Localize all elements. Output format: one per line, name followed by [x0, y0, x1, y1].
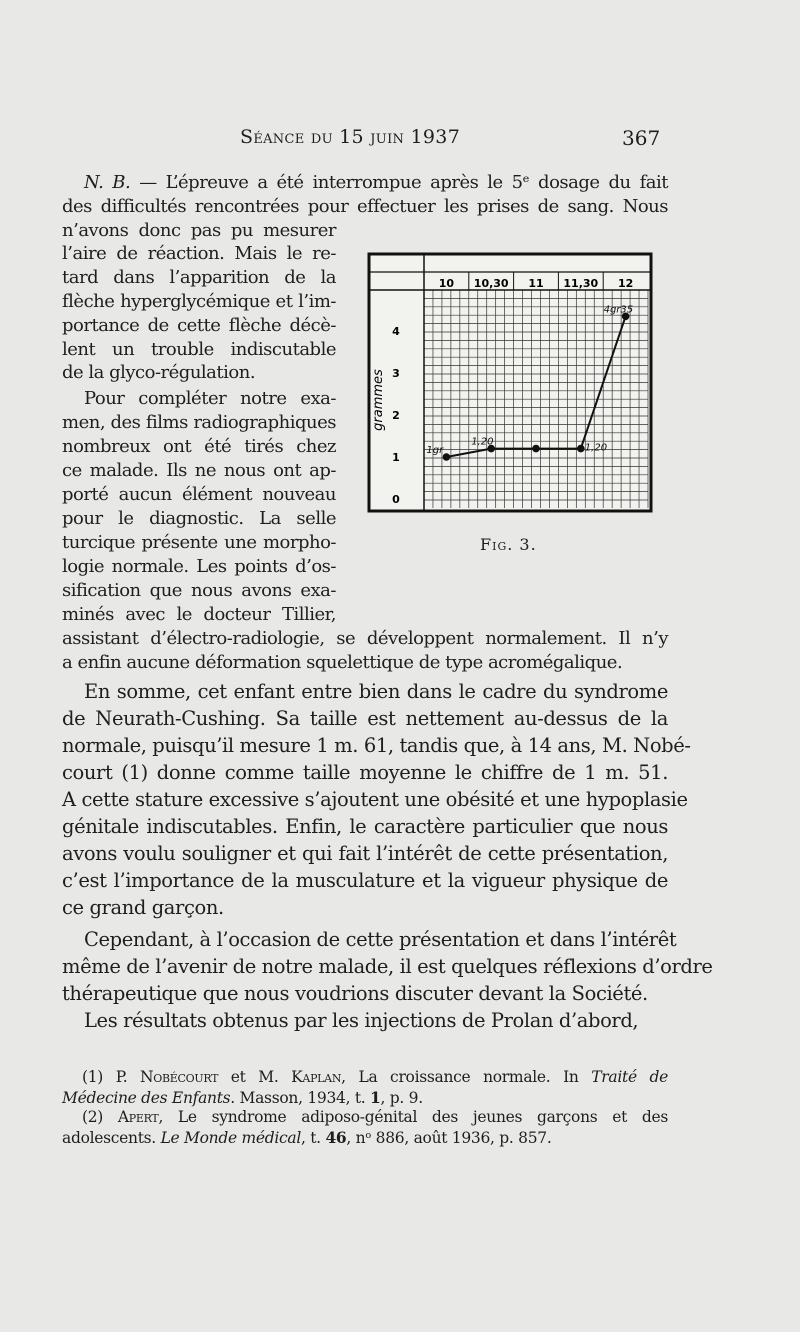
y-axis-label: grammes — [371, 369, 386, 431]
text-line: génitale indiscutables. Enfin, le caractère particulier que nous — [62, 815, 668, 838]
x-tick-label: 10,30 — [473, 277, 509, 290]
footnote-segment: , p. 9. — [380, 1089, 423, 1107]
data-label: 1gr — [426, 445, 444, 456]
text-line: nombreux ont été tirés chez — [62, 436, 336, 457]
data-point — [577, 445, 585, 453]
text-line: normale, puisqu’il mesure 1 m. 61, tandis que, à 14 ans, M. Nobé- — [62, 734, 691, 757]
text-line: même de l’avenir de notre malade, il est quelques réflexions d’ordre — [62, 955, 713, 978]
text-line: A cette stature excessive s’ajoutent une obésité et une hypoplasie — [62, 788, 688, 811]
y-tick-label: 2 — [392, 409, 400, 422]
y-tick-label: 0 — [392, 493, 400, 506]
text-line: sification que nous avons exa- — [62, 580, 336, 601]
text-line: En somme, cet enfant entre bien dans le cadre du syndrome — [84, 680, 668, 703]
text-line: thérapeutique que nous voudrions discuter devant la Société. — [62, 982, 648, 1005]
figure-caption: Fig. 3. — [480, 535, 537, 554]
nb-abbrev: N. B. — [84, 172, 131, 193]
y-tick-label: 1 — [392, 451, 400, 464]
text-line: de la glyco-régulation. — [62, 362, 256, 384]
footnote-segment: et M. — [218, 1068, 292, 1086]
footnote-segment: Le Monde médical — [160, 1129, 301, 1147]
text-line: a enfin aucune déformation squelettique de type acromégalique. — [62, 652, 623, 673]
footnote-segment: Nobécourt — [140, 1068, 219, 1086]
text-line: Pour compléter notre exa- — [84, 388, 336, 409]
text-line: avons voulu souligner et qui fait l’intérêt de cette présentation, — [62, 842, 668, 865]
text-line: de Neurath-Cushing. Sa taille est nettement au-dessus de la — [62, 707, 668, 730]
footnote-segment: Traité de — [591, 1068, 668, 1086]
text-line: l’aire de réaction. Mais le re- — [62, 243, 336, 265]
text-line: ce malade. Ils ne nous ont ap- — [62, 460, 336, 481]
header-month: juin — [370, 126, 405, 148]
text-line: Cependant, à l’occasion de cette présentation et dans l’intérêt — [84, 928, 677, 951]
footnote-segment: , Le syndrome adiposo-génital des jeunes garçons et des — [158, 1108, 668, 1126]
text-line: N. B. — L’épreuve a été interrompue après le 5ᵉ dosage du fait — [84, 172, 668, 193]
data-label: 1,20 — [471, 436, 494, 448]
page-number: 367 — [622, 126, 661, 150]
text-line: minés avec le docteur Tillier, — [62, 604, 336, 625]
header-year: 1937 — [410, 126, 461, 148]
text-line: turcique présente une morpho- — [62, 532, 336, 553]
footnote-segment: , t. — [301, 1129, 326, 1147]
footnote-segment: Kaplan — [291, 1068, 342, 1086]
header-date: 15 — [339, 126, 364, 148]
y-tick-label: 4 — [392, 325, 400, 338]
footnote-segment: 46 — [325, 1128, 347, 1147]
text-line: tard dans l’apparition de la — [62, 267, 336, 289]
text-line: men, des films radiographiques — [62, 412, 336, 433]
text-line: court (1) donne comme taille moyenne le chiffre de 1 m. 51. — [62, 761, 668, 784]
text-line: des difficultés rencontrées pour effectuer les prises de sang. Nous — [62, 195, 668, 217]
y-tick-label: 3 — [392, 367, 400, 380]
footnote-segment: (2) — [82, 1108, 118, 1126]
footnote-segment: (1) P. — [82, 1068, 141, 1086]
data-label: 4gr35 — [603, 304, 634, 316]
text-line: logie normale. Les points d’os- — [62, 556, 336, 577]
x-tick-label: 11 — [528, 277, 544, 290]
x-tick-label: 10 — [438, 277, 455, 290]
footnote-segment: 1 — [370, 1088, 381, 1107]
data-point — [532, 445, 540, 453]
text-line: flèche hyperglycémique et l’im- — [62, 291, 336, 312]
footnote-segment: , nᵒ 886, août 1936, p. 857. — [346, 1129, 552, 1147]
x-tick-label: 11,30 — [563, 277, 599, 290]
footnote-segment: Médecine des Enfants — [62, 1089, 231, 1107]
footnote-segment: Apert — [117, 1108, 159, 1126]
text-line: Les résultats obtenus par les injections de Prolan d’abord, — [84, 1009, 639, 1032]
data-label: 1,20 — [584, 442, 608, 454]
text-line: c’est l’importance de la musculature et la vigueur physique de — [62, 869, 668, 892]
footnote-segment: . Masson, 1934, t. — [230, 1089, 371, 1107]
x-tick-label: 12 — [617, 277, 634, 290]
text-line: lent un trouble indiscutable — [62, 338, 336, 360]
footnote-segment: , La croissance normale. In — [341, 1068, 592, 1086]
data-point — [443, 453, 451, 461]
text-line: portance de cette flèche décè- — [62, 314, 336, 336]
text-line: porté aucun élément nouveau — [62, 484, 336, 505]
text-line: n’avons donc pas pu mesurer — [62, 219, 336, 241]
header-prefix: Séance du — [240, 126, 333, 148]
text-line: ce grand garçon. — [62, 896, 224, 919]
text-line: assistant d’électro-radiologie, se développent normalement. Il n’y — [62, 628, 668, 649]
text-line: pour le diagnostic. La selle — [62, 508, 336, 529]
footnote-segment: adolescents. — [62, 1129, 161, 1147]
